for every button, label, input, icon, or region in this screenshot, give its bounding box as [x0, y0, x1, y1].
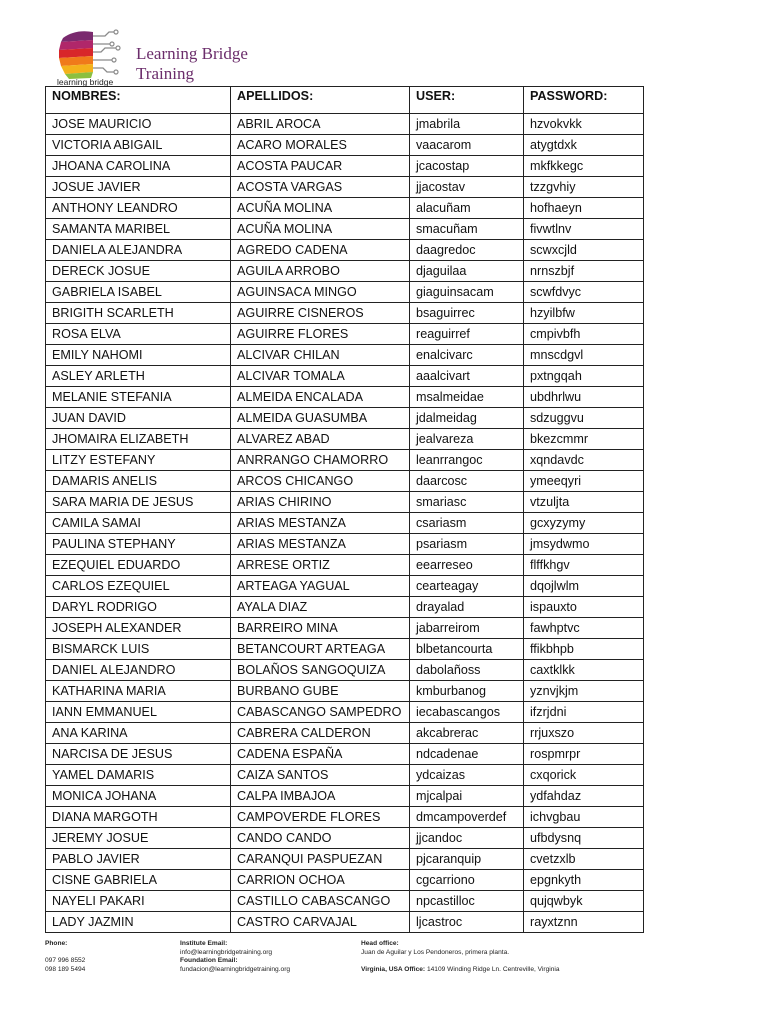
table-row [46, 366, 644, 387]
cell-password: epgnkyth [524, 870, 644, 891]
cell-nombre: BRIGITH SCARLETH [46, 303, 231, 324]
cell-nombre: DERECK JOSUE [46, 261, 231, 282]
cell-password: ydfahdaz [524, 786, 644, 807]
table-row [46, 471, 644, 492]
cell-nombre: JOSEPH ALEXANDER [46, 618, 231, 639]
cell-nombre: JHOMAIRA ELIZABETH [46, 429, 231, 450]
cell-nombre: ASLEY ARLETH [46, 366, 231, 387]
cell-user: bsaguirrec [410, 303, 524, 324]
phone-number-2: 098 189 5494 [45, 965, 86, 973]
cell-apellido: CALPA IMBAJOA [231, 786, 410, 807]
cell-user: jmabrila [410, 114, 524, 135]
cell-user: daarcosc [410, 471, 524, 492]
cell-nombre: GABRIELA ISABEL [46, 282, 231, 303]
footer-offices [361, 940, 560, 974]
cell-apellido: AGUINSACA MINGO [231, 282, 410, 303]
cell-password: ifzrjdni [524, 702, 644, 723]
cell-apellido: CADENA ESPAÑA [231, 744, 410, 765]
cell-nombre: IANN EMMANUEL [46, 702, 231, 723]
cell-password: scwxcjld [524, 240, 644, 261]
header-password: PASSWORD: [524, 87, 644, 114]
cell-apellido: CARRION OCHOA [231, 870, 410, 891]
cell-apellido: AGUIRRE FLORES [231, 324, 410, 345]
foundation-email-label: Foundation Email: [180, 957, 238, 965]
cell-user: reaguirref [410, 324, 524, 345]
cell-user: daagredoc [410, 240, 524, 261]
cell-password: dqojlwlm [524, 576, 644, 597]
table-row [46, 408, 644, 429]
cell-apellido: CASTRO CARVAJAL [231, 912, 410, 933]
cell-user: iecabascangos [410, 702, 524, 723]
header-row [46, 87, 644, 114]
cell-password: sdzuggvu [524, 408, 644, 429]
cell-user: akcabrerac [410, 723, 524, 744]
cell-nombre: JUAN DAVID [46, 408, 231, 429]
cell-nombre: ANTHONY LEANDRO [46, 198, 231, 219]
cell-nombre: SAMANTA MARIBEL [46, 219, 231, 240]
usa-office-address: 14109 Winding Ridge Ln. Centreville, Virginia [426, 965, 560, 973]
cell-apellido: CANDO CANDO [231, 828, 410, 849]
cell-nombre: MELANIE STEFANIA [46, 387, 231, 408]
table-row [46, 345, 644, 366]
cell-user: smariasc [410, 492, 524, 513]
brand-name [136, 44, 248, 84]
institute-email-label: Institute Email: [180, 940, 228, 947]
cell-apellido: ALCIVAR CHILAN [231, 345, 410, 366]
cell-nombre: SARA MARIA DE JESUS [46, 492, 231, 513]
cell-apellido: ABRIL AROCA [231, 114, 410, 135]
cell-nombre: LADY JAZMIN [46, 912, 231, 933]
cell-apellido: ARRESE ORTIZ [231, 555, 410, 576]
cell-apellido: CASTILLO CABASCANGO [231, 891, 410, 912]
cell-password: jmsydwmo [524, 534, 644, 555]
cell-password: vtzuljta [524, 492, 644, 513]
brand-line-2: Training [136, 64, 194, 83]
cell-apellido: ARCOS CHICANGO [231, 471, 410, 492]
head-office-label: Head office: [361, 940, 399, 947]
cell-password: ymeeqyri [524, 471, 644, 492]
cell-password: hofhaeyn [524, 198, 644, 219]
cell-user: smacuñam [410, 219, 524, 240]
table-row [46, 786, 644, 807]
table-row [46, 681, 644, 702]
cell-password: caxtklkk [524, 660, 644, 681]
cell-nombre: ANA KARINA [46, 723, 231, 744]
cell-apellido: CARANQUI PASPUEZAN [231, 849, 410, 870]
cell-user: csariasm [410, 513, 524, 534]
table-body [46, 114, 644, 933]
cell-password: rayxtznn [524, 912, 644, 933]
cell-user: jealvareza [410, 429, 524, 450]
cell-nombre: BISMARCK LUIS [46, 639, 231, 660]
cell-apellido: ACOSTA PAUCAR [231, 156, 410, 177]
cell-apellido: ACOSTA VARGAS [231, 177, 410, 198]
phone-label: Phone: [45, 940, 68, 947]
cell-password: flffkhgv [524, 555, 644, 576]
cell-user: enalcivarc [410, 345, 524, 366]
cell-apellido: CAMPOVERDE FLORES [231, 807, 410, 828]
table-row [46, 177, 644, 198]
table-row [46, 282, 644, 303]
cell-user: aaalcivart [410, 366, 524, 387]
head-office-address: Juan de Aguilar y Los Pendoneros, primera planta. [361, 948, 510, 956]
cell-user: ydcaizas [410, 765, 524, 786]
cell-nombre: PAULINA STEPHANY [46, 534, 231, 555]
cell-apellido: ARIAS MESTANZA [231, 513, 410, 534]
cell-user: ndcadenae [410, 744, 524, 765]
table-row [46, 534, 644, 555]
cell-apellido: ALCIVAR TOMALA [231, 366, 410, 387]
table-row [46, 723, 644, 744]
foundation-email[interactable]: fundacion@learningbridgetraining.org [180, 965, 291, 973]
header-apellidos: APELLIDOS: [231, 87, 410, 114]
table-row [46, 912, 644, 933]
cell-apellido: ARTEAGA YAGUAL [231, 576, 410, 597]
cell-nombre: NARCISA DE JESUS [46, 744, 231, 765]
table-row [46, 198, 644, 219]
cell-nombre: DIANA MARGOTH [46, 807, 231, 828]
cell-password: nrnszbjf [524, 261, 644, 282]
cell-apellido: ACARO MORALES [231, 135, 410, 156]
table-row [46, 492, 644, 513]
table-row [46, 870, 644, 891]
cell-nombre: DAMARIS ANELIS [46, 471, 231, 492]
cell-apellido: ACUÑA MOLINA [231, 198, 410, 219]
learning-bridge-logo-icon [55, 28, 127, 86]
cell-password: mkfkkegc [524, 156, 644, 177]
cell-user: msalmeidae [410, 387, 524, 408]
table-row [46, 597, 644, 618]
table-row [46, 240, 644, 261]
table-row [46, 324, 644, 345]
table-row [46, 828, 644, 849]
cell-password: pxtngqah [524, 366, 644, 387]
institute-email[interactable]: info@learningbridgetraining.org [180, 948, 273, 956]
cell-user: ljcastroc [410, 912, 524, 933]
cell-user: cearteagay [410, 576, 524, 597]
cell-password: cxqorick [524, 765, 644, 786]
table-header [46, 87, 644, 114]
cell-password: cmpivbfh [524, 324, 644, 345]
cell-nombre: EZEQUIEL EDUARDO [46, 555, 231, 576]
cell-password: rrjuxszo [524, 723, 644, 744]
cell-nombre: CAMILA SAMAI [46, 513, 231, 534]
cell-apellido: AGUIRRE CISNEROS [231, 303, 410, 324]
cell-user: cgcarriono [410, 870, 524, 891]
footer-emails [180, 940, 290, 974]
table-row [46, 744, 644, 765]
cell-user: leanrrangoc [410, 450, 524, 471]
footer-phone [45, 940, 85, 974]
cell-password: qujqwbyk [524, 891, 644, 912]
user-credentials-table [45, 86, 644, 933]
cell-password: hzvokvkk [524, 114, 644, 135]
cell-nombre: VICTORIA ABIGAIL [46, 135, 231, 156]
logo-caption: learning bridge [57, 77, 114, 86]
cell-apellido: BOLAÑOS SANGOQUIZA [231, 660, 410, 681]
cell-password: ichvgbau [524, 807, 644, 828]
cell-nombre: CARLOS EZEQUIEL [46, 576, 231, 597]
cell-apellido: ALMEIDA GUASUMBA [231, 408, 410, 429]
usa-office-label: Virginia, USA Office: [361, 965, 426, 973]
cell-password: tzzgvhiy [524, 177, 644, 198]
cell-password: mnscdgvl [524, 345, 644, 366]
cell-apellido: ARIAS CHIRINO [231, 492, 410, 513]
cell-apellido: CABASCANGO SAMPEDRO [231, 702, 410, 723]
cell-user: blbetancourta [410, 639, 524, 660]
cell-nombre: EMILY NAHOMI [46, 345, 231, 366]
cell-user: mjcalpai [410, 786, 524, 807]
cell-user: jabarreirom [410, 618, 524, 639]
table-row [46, 156, 644, 177]
page-footer [45, 940, 745, 990]
cell-password: ufbdysnq [524, 828, 644, 849]
cell-user: drayalad [410, 597, 524, 618]
cell-password: gcxyzymy [524, 513, 644, 534]
cell-password: ffikbhpb [524, 639, 644, 660]
cell-apellido: ALMEIDA ENCALADA [231, 387, 410, 408]
table-row [46, 261, 644, 282]
cell-apellido: AGREDO CADENA [231, 240, 410, 261]
table-row [46, 513, 644, 534]
cell-apellido: BETANCOURT ARTEAGA [231, 639, 410, 660]
cell-nombre: JHOANA CAROLINA [46, 156, 231, 177]
cell-user: dmcampoverdef [410, 807, 524, 828]
cell-nombre: MONICA JOHANA [46, 786, 231, 807]
cell-user: djaguilaa [410, 261, 524, 282]
table-row [46, 849, 644, 870]
cell-nombre: PABLO JAVIER [46, 849, 231, 870]
cell-password: atygtdxk [524, 135, 644, 156]
table-row [46, 639, 644, 660]
cell-user: giaguinsacam [410, 282, 524, 303]
cell-apellido: ANRRANGO CHAMORRO [231, 450, 410, 471]
cell-password: bkezcmmr [524, 429, 644, 450]
cell-nombre: KATHARINA MARIA [46, 681, 231, 702]
table-row [46, 303, 644, 324]
cell-nombre: CISNE GABRIELA [46, 870, 231, 891]
header-nombres: NOMBRES: [46, 87, 231, 114]
cell-password: ispauxto [524, 597, 644, 618]
cell-nombre: JOSE MAURICIO [46, 114, 231, 135]
cell-user: jdalmeidag [410, 408, 524, 429]
cell-apellido: ARIAS MESTANZA [231, 534, 410, 555]
table-row [46, 576, 644, 597]
cell-user: eearreseo [410, 555, 524, 576]
table-row [46, 387, 644, 408]
cell-apellido: CAIZA SANTOS [231, 765, 410, 786]
phone-number-1: 097 996 8552 [45, 957, 86, 965]
cell-apellido: ACUÑA MOLINA [231, 219, 410, 240]
cell-user: jjacostav [410, 177, 524, 198]
cell-user: dabolañoss [410, 660, 524, 681]
cell-user: psariasm [410, 534, 524, 555]
cell-password: hzyilbfw [524, 303, 644, 324]
cell-password: scwfdvyc [524, 282, 644, 303]
cell-password: ubdhrlwu [524, 387, 644, 408]
table-row [46, 219, 644, 240]
cell-nombre: JEREMY JOSUE [46, 828, 231, 849]
brand-line-1: Learning Bridge [136, 44, 248, 63]
table-row [46, 702, 644, 723]
cell-apellido: BARREIRO MINA [231, 618, 410, 639]
cell-nombre: ROSA ELVA [46, 324, 231, 345]
cell-password: fivwtlnv [524, 219, 644, 240]
cell-nombre: JOSUE JAVIER [46, 177, 231, 198]
header-user: USER: [410, 87, 524, 114]
table-row [46, 555, 644, 576]
cell-nombre: NAYELI PAKARI [46, 891, 231, 912]
cell-apellido: AYALA DIAZ [231, 597, 410, 618]
table-row [46, 114, 644, 135]
cell-nombre: DANIELA ALEJANDRA [46, 240, 231, 261]
table-row [46, 891, 644, 912]
letterhead [55, 28, 315, 88]
cell-user: kmburbanog [410, 681, 524, 702]
cell-user: jjcandoc [410, 828, 524, 849]
table-row [46, 135, 644, 156]
table-row [46, 807, 644, 828]
usa-office [361, 966, 560, 975]
cell-apellido: CABRERA CALDERON [231, 723, 410, 744]
cell-apellido: BURBANO GUBE [231, 681, 410, 702]
cell-nombre: DARYL RODRIGO [46, 597, 231, 618]
table-row [46, 429, 644, 450]
table-row [46, 660, 644, 681]
cell-password: yznvjkjm [524, 681, 644, 702]
cell-nombre: YAMEL DAMARIS [46, 765, 231, 786]
table-row [46, 618, 644, 639]
cell-apellido: AGUILA ARROBO [231, 261, 410, 282]
cell-password: xqndavdc [524, 450, 644, 471]
cell-nombre: DANIEL ALEJANDRO [46, 660, 231, 681]
table-row [46, 765, 644, 786]
cell-user: pjcaranquip [410, 849, 524, 870]
cell-user: jcacostap [410, 156, 524, 177]
cell-user: alacuñam [410, 198, 524, 219]
cell-apellido: ALVAREZ ABAD [231, 429, 410, 450]
cell-nombre: LITZY ESTEFANY [46, 450, 231, 471]
cell-user: vaacarom [410, 135, 524, 156]
cell-password: cvetzxlb [524, 849, 644, 870]
cell-user: npcastilloc [410, 891, 524, 912]
cell-password: fawhptvc [524, 618, 644, 639]
table-row [46, 450, 644, 471]
cell-password: rospmrpr [524, 744, 644, 765]
